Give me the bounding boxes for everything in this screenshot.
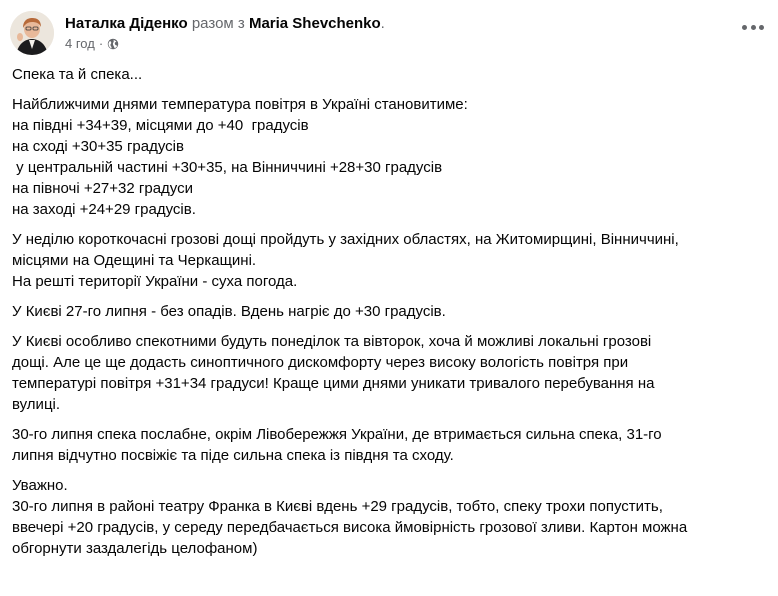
- post-text-line: на сході +30+35 градусів: [12, 138, 184, 155]
- post-attribution: [65, 14, 385, 33]
- post-text-line: 30-го липня в районі театру Франка в Києві вдень +29 градусів, тобто, спеку трохи попустить,: [12, 498, 663, 515]
- post-paragraph: [12, 94, 772, 220]
- post-text-line: на півдні +34+39, місцями до +40 градусів: [12, 117, 309, 134]
- post-text-line: температурі повітря +31+34 градуси! Краще цими днями уникати тривалого перебування на: [12, 375, 655, 392]
- post-text-line: У неділю короткочасні грозові дощі пройдуть у західних областях, на Житомирщині, Вінниччині,: [12, 231, 679, 248]
- post-meta: [65, 14, 385, 52]
- tagged-user-link[interactable]: Maria Shevchenko: [248, 15, 381, 32]
- post-text-line: У Києві особливо спекотними будуть понеділок та вівторок, хоча й можливі локальні грозові: [12, 333, 652, 350]
- post-text-line: місцями на Одещині та Черкащині.: [12, 252, 257, 269]
- post-paragraph: [12, 229, 772, 292]
- more-dots-icon: [742, 25, 747, 30]
- post-paragraph: [12, 301, 772, 322]
- post-text-line: Спека та й спека...: [12, 66, 143, 83]
- post-paragraph: [12, 64, 772, 85]
- period: .: [380, 15, 385, 32]
- more-dots-icon: [759, 25, 764, 30]
- post-text-line: Уважно.: [12, 477, 68, 494]
- post-text-line: На решті території України - суха погода.: [12, 273, 298, 290]
- post-text-line: на заході +24+29 градусів.: [12, 201, 196, 218]
- separator-dot: ·: [98, 36, 104, 51]
- post-text-line: 30-го липня спека послабне, окрім Лівобережжя України, де втримається сильна спека, 31-го: [12, 426, 662, 443]
- post-timestamp-row: [65, 36, 385, 52]
- more-dots-icon: [751, 25, 756, 30]
- post-text-line: ввечері +20 градусів, у середу передбачається висока ймовірність грозової зливи. Картон можна: [12, 519, 688, 536]
- post-paragraph: [12, 424, 772, 466]
- more-options-button[interactable]: [742, 22, 764, 32]
- post-text-line: У Києві 27-го липня - без опадів. Вдень нагріє до +30 градусів.: [12, 303, 446, 320]
- post-time-link[interactable]: 4 год: [65, 36, 95, 51]
- with-text: разом з: [191, 15, 245, 32]
- post-paragraph: [12, 475, 772, 559]
- post-text-line: у центральній частині +30+35, на Вінниччині +28+30 градусів: [12, 159, 443, 176]
- avatar-photo-icon: [10, 11, 54, 55]
- post-text-line: вулиці.: [12, 396, 61, 413]
- post-header: [10, 10, 385, 56]
- globe-icon[interactable]: [107, 38, 119, 50]
- post-body: [12, 64, 772, 568]
- post-text-line: Найближчими днями температура повітря в Україні становитиме:: [12, 96, 468, 113]
- post-text-line: на півночі +27+32 градуси: [12, 180, 194, 197]
- author-avatar[interactable]: [10, 11, 54, 55]
- post-text-line: обгорнути заздалегідь целофаном): [12, 540, 258, 557]
- post-paragraph: [12, 331, 772, 415]
- post-text-line: липня відчутно посвіжіє та піде сильна спека із півдня та сходу.: [12, 447, 454, 464]
- author-name-link[interactable]: Наталка Діденко: [65, 15, 188, 32]
- post-text-line: дощі. Але це ще додасть синоптичного дискомфорту через високу вологість повітря при: [12, 354, 629, 371]
